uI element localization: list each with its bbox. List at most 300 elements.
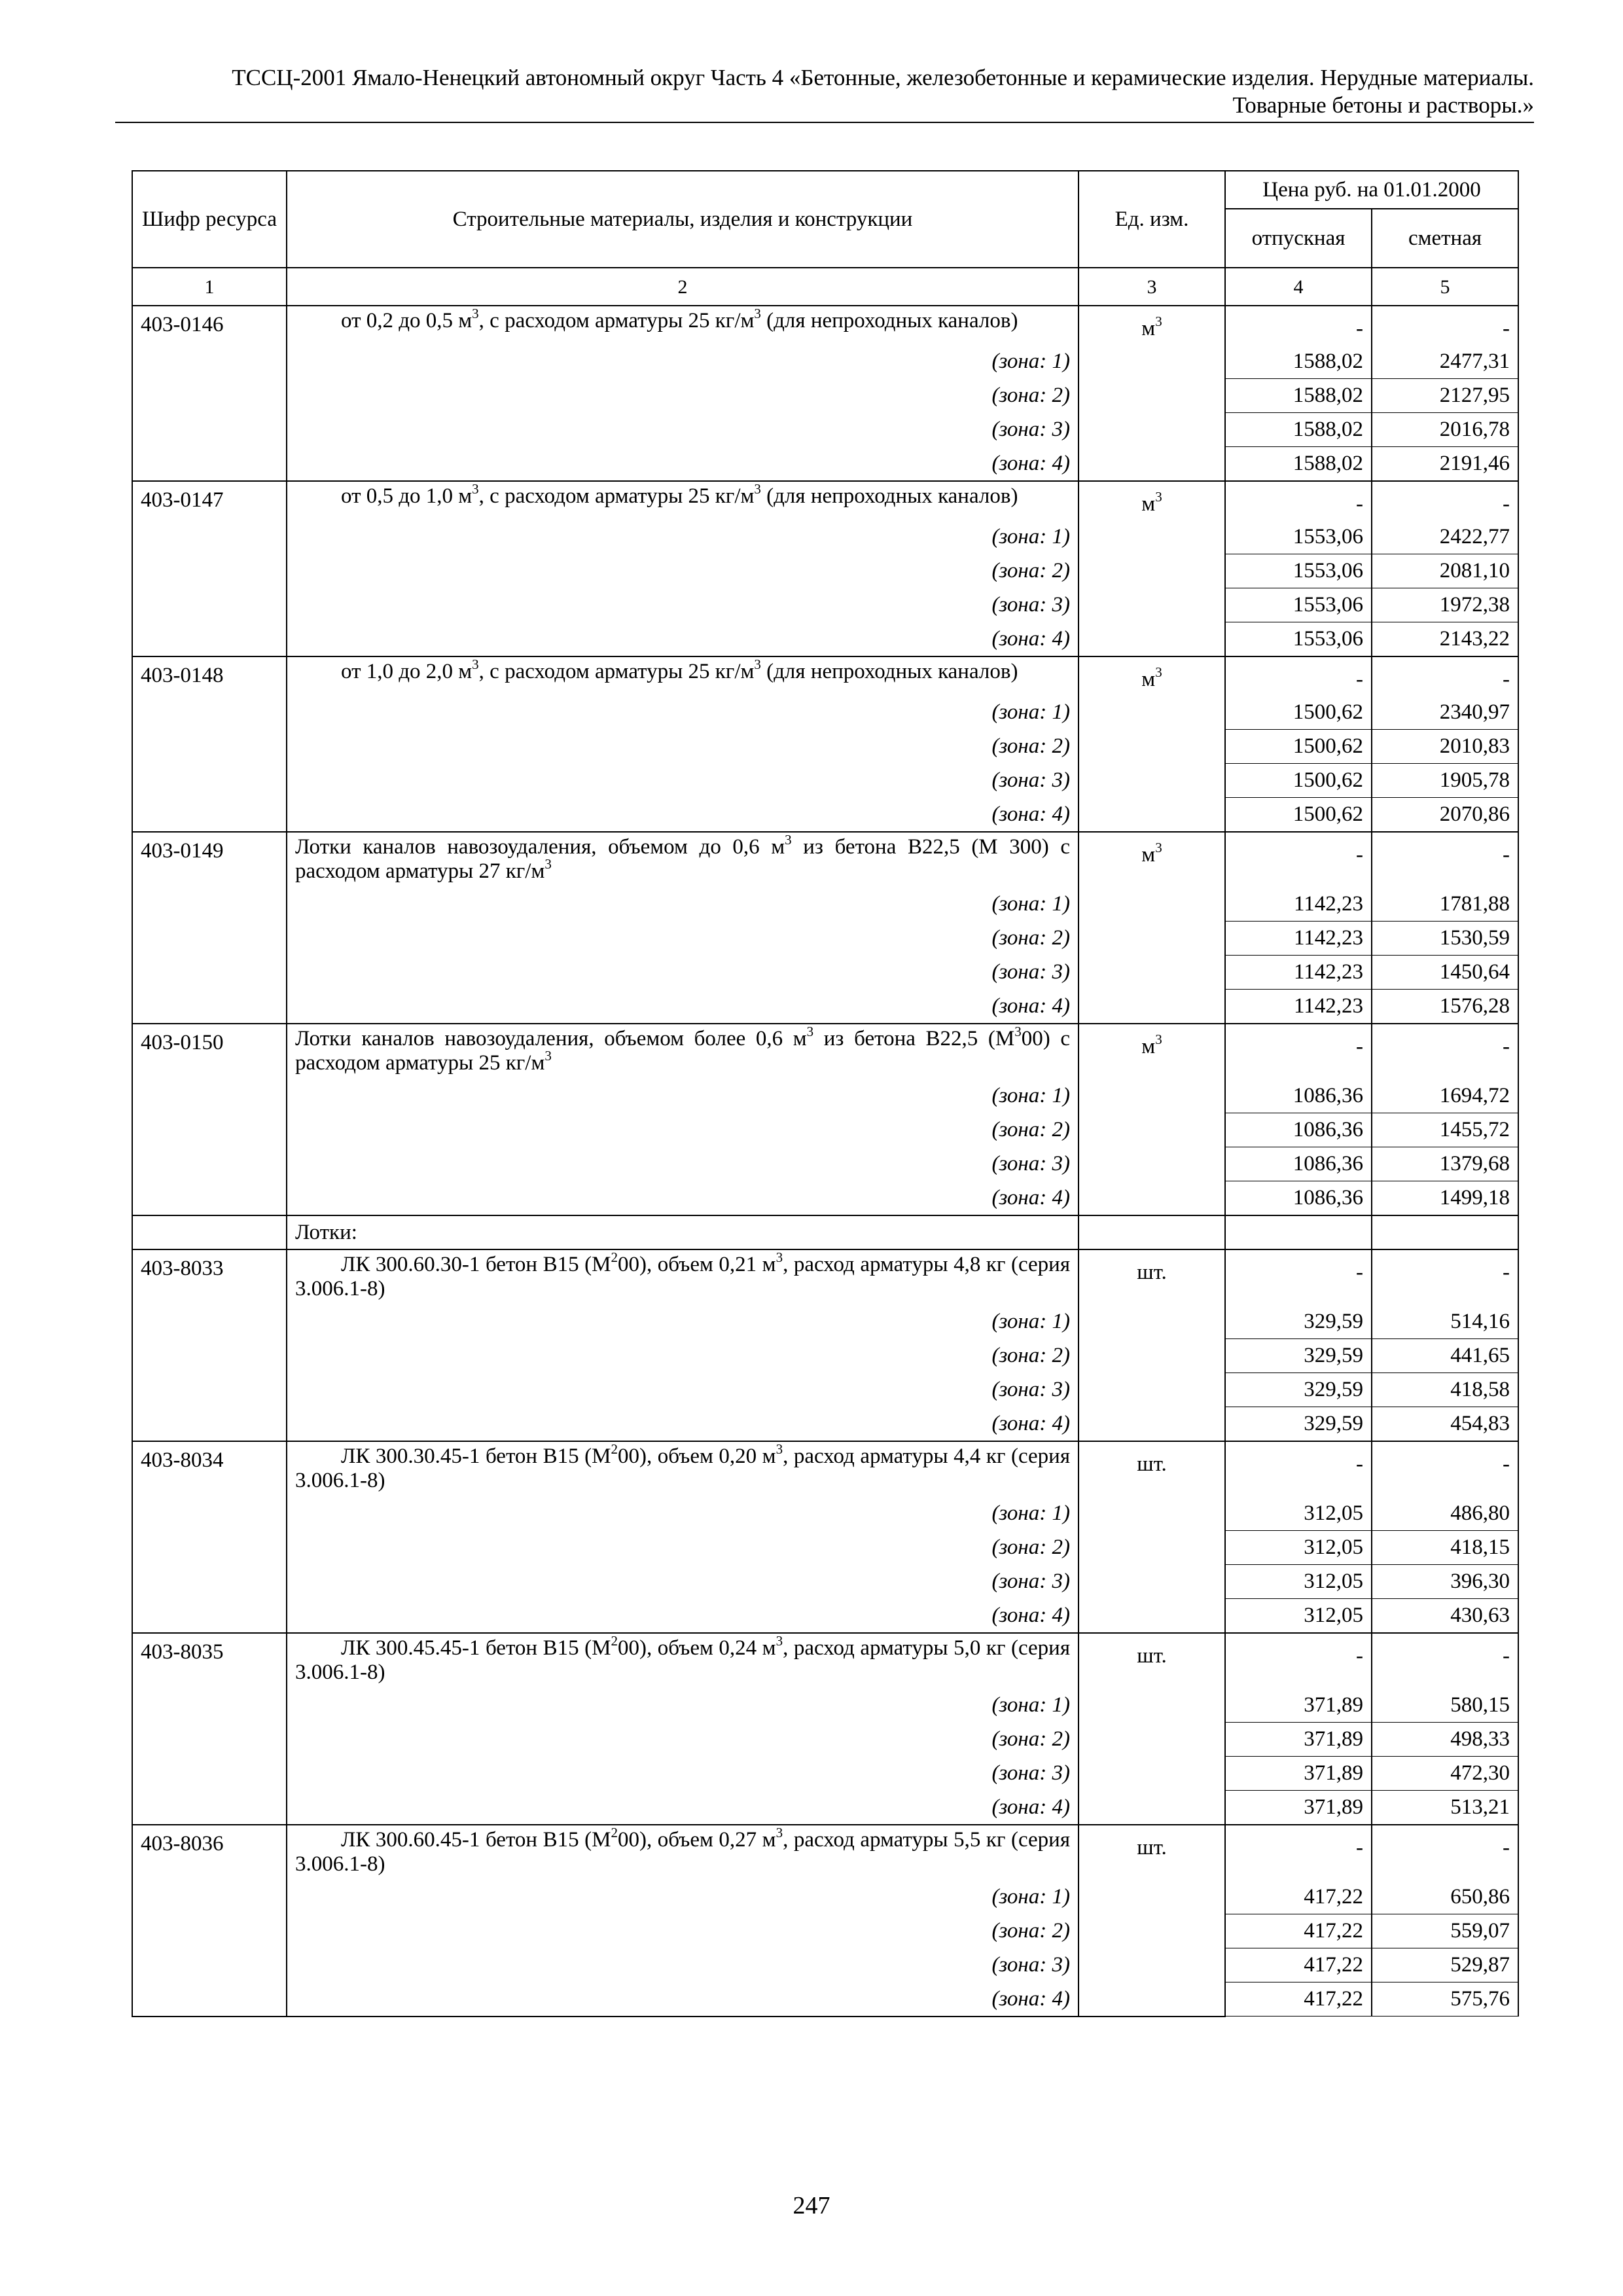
zone-unit-cell xyxy=(1079,345,1225,379)
name-text: (для непроходных каналов) xyxy=(760,309,1018,332)
zone-label: (зона: 3) xyxy=(287,1565,1079,1599)
zone-row xyxy=(132,956,1518,990)
superscript: 3 xyxy=(472,656,479,672)
zone-estimate-price: 441,65 xyxy=(1372,1339,1518,1373)
superscript: 3 xyxy=(544,856,552,872)
zone-row xyxy=(132,622,1518,657)
zone-unit-cell xyxy=(1079,1181,1225,1216)
zone-code-cell xyxy=(132,1305,287,1339)
zone-release-price: 1086,36 xyxy=(1225,1113,1372,1147)
zone-unit-cell xyxy=(1079,1339,1225,1373)
superscript: 2 xyxy=(611,1441,618,1457)
zone-label: (зона: 4) xyxy=(287,1181,1079,1216)
zone-label: (зона: 4) xyxy=(287,1982,1079,2017)
resource-code: 403-8034 xyxy=(132,1441,287,1497)
zone-release-price: 417,22 xyxy=(1225,1914,1372,1948)
zone-code-cell xyxy=(132,1791,287,1825)
release-price: - xyxy=(1225,1633,1372,1689)
zone-estimate-price: 2016,78 xyxy=(1372,413,1518,447)
zone-release-price: 312,05 xyxy=(1225,1599,1372,1634)
column-number: 1 xyxy=(132,268,287,306)
zone-label: (зона: 1) xyxy=(287,696,1079,730)
superscript: 3 xyxy=(1014,1024,1022,1039)
zone-release-price: 1500,62 xyxy=(1225,798,1372,833)
zone-code-cell xyxy=(132,1339,287,1373)
section-code-cell xyxy=(132,1215,287,1249)
zone-unit-cell xyxy=(1079,1407,1225,1442)
name-text: (для непроходных каналов) xyxy=(760,484,1018,508)
resource-row xyxy=(132,656,1518,696)
zone-code-cell xyxy=(132,1531,287,1565)
resource-unit xyxy=(1079,656,1225,696)
superscript: 3 xyxy=(754,656,761,672)
zone-row xyxy=(132,1181,1518,1216)
estimate-price: - xyxy=(1372,832,1518,888)
zone-estimate-price: 575,76 xyxy=(1372,1982,1518,2017)
resource-code: 403-0149 xyxy=(132,832,287,888)
zone-unit-cell xyxy=(1079,956,1225,990)
zone-code-cell xyxy=(132,1689,287,1723)
section-estimate-cell xyxy=(1372,1215,1518,1249)
zone-estimate-price: 486,80 xyxy=(1372,1497,1518,1531)
zone-unit-cell xyxy=(1079,622,1225,657)
column-number: 2 xyxy=(287,268,1079,306)
zone-label: (зона: 3) xyxy=(287,413,1079,447)
zone-release-price: 1500,62 xyxy=(1225,764,1372,798)
zone-estimate-price: 396,30 xyxy=(1372,1565,1518,1599)
zone-label: (зона: 2) xyxy=(287,1113,1079,1147)
zone-unit-cell xyxy=(1079,1565,1225,1599)
zone-release-price: 1588,02 xyxy=(1225,447,1372,482)
estimate-price: - xyxy=(1372,1024,1518,1079)
zone-label: (зона: 4) xyxy=(287,1791,1079,1825)
zone-unit-cell xyxy=(1079,588,1225,622)
zone-estimate-price: 514,16 xyxy=(1372,1305,1518,1339)
superscript: 3 xyxy=(785,832,792,848)
zone-unit-cell xyxy=(1079,1599,1225,1634)
zone-release-price: 1553,06 xyxy=(1225,588,1372,622)
table-header xyxy=(132,171,1518,306)
unit-superscript: 3 xyxy=(1155,489,1162,505)
unit-text: шт. xyxy=(1137,1644,1167,1668)
zone-code-cell xyxy=(132,730,287,764)
column-header-estimate-price: сметная xyxy=(1372,209,1518,268)
zone-estimate-price: 1530,59 xyxy=(1372,922,1518,956)
zone-row xyxy=(132,1565,1518,1599)
zone-code-cell xyxy=(132,588,287,622)
zone-code-cell xyxy=(132,990,287,1024)
zone-code-cell xyxy=(132,1914,287,1948)
zone-code-cell xyxy=(132,379,287,413)
zone-estimate-price: 513,21 xyxy=(1372,1791,1518,1825)
zone-unit-cell xyxy=(1079,798,1225,833)
zone-unit-cell xyxy=(1079,1147,1225,1181)
superscript: 3 xyxy=(544,1048,552,1064)
name-text: , расход арматуры 5,0 кг (серия 3.006.1-8) xyxy=(295,1636,1071,1684)
zone-label: (зона: 4) xyxy=(287,447,1079,482)
name-text: 00), объем 0,24 м xyxy=(618,1636,776,1660)
resource-name xyxy=(287,306,1079,345)
resource-name xyxy=(287,1249,1079,1305)
zone-row xyxy=(132,345,1518,379)
superscript: 3 xyxy=(472,306,479,321)
zone-release-price: 329,59 xyxy=(1225,1373,1372,1407)
name-text: 00) с расходом арматуры 25 кг/м xyxy=(295,1027,1070,1075)
zone-code-cell xyxy=(132,1373,287,1407)
zone-code-cell xyxy=(132,764,287,798)
zone-release-price: 312,05 xyxy=(1225,1565,1372,1599)
resource-unit xyxy=(1079,1249,1225,1305)
zone-release-price: 371,89 xyxy=(1225,1791,1372,1825)
zone-estimate-price: 2127,95 xyxy=(1372,379,1518,413)
zone-row xyxy=(132,1373,1518,1407)
zone-release-price: 371,89 xyxy=(1225,1757,1372,1791)
name-text: ЛК 300.45.45-1 бетон В15 (М xyxy=(341,1636,611,1660)
name-text: 00), объем 0,20 м xyxy=(618,1444,776,1468)
resource-name xyxy=(287,656,1079,696)
name-text: от 0,5 до 1,0 м xyxy=(341,484,473,508)
zone-estimate-price: 1450,64 xyxy=(1372,956,1518,990)
unit-superscript: 3 xyxy=(1155,314,1162,329)
zone-release-price: 312,05 xyxy=(1225,1531,1372,1565)
zone-estimate-price: 650,86 xyxy=(1372,1880,1518,1914)
zone-row xyxy=(132,379,1518,413)
name-text: от 1,0 до 2,0 м xyxy=(341,660,473,683)
zone-release-price: 1142,23 xyxy=(1225,956,1372,990)
zone-estimate-price: 418,15 xyxy=(1372,1531,1518,1565)
zone-release-price: 1553,06 xyxy=(1225,554,1372,588)
resource-unit xyxy=(1079,1024,1225,1079)
resource-code: 403-8036 xyxy=(132,1825,287,1880)
release-price: - xyxy=(1225,306,1372,345)
zone-code-cell xyxy=(132,1723,287,1757)
zone-label: (зона: 4) xyxy=(287,798,1079,833)
resource-name xyxy=(287,1633,1079,1689)
zone-unit-cell xyxy=(1079,379,1225,413)
zone-unit-cell xyxy=(1079,1531,1225,1565)
zone-label: (зона: 3) xyxy=(287,956,1079,990)
release-price: - xyxy=(1225,656,1372,696)
resource-code: 403-0147 xyxy=(132,481,287,520)
column-header-price: Цена руб. на 01.01.2000 xyxy=(1225,171,1518,209)
zone-row xyxy=(132,1791,1518,1825)
zone-release-price: 312,05 xyxy=(1225,1497,1372,1531)
zone-release-price: 1588,02 xyxy=(1225,379,1372,413)
estimate-price: - xyxy=(1372,1441,1518,1497)
zone-label: (зона: 1) xyxy=(287,520,1079,554)
resource-unit xyxy=(1079,481,1225,520)
zone-release-price: 329,59 xyxy=(1225,1407,1372,1442)
zone-unit-cell xyxy=(1079,447,1225,482)
unit-text: м xyxy=(1141,668,1156,691)
column-number: 4 xyxy=(1225,268,1372,306)
zone-estimate-price: 498,33 xyxy=(1372,1723,1518,1757)
zone-code-cell xyxy=(132,956,287,990)
zone-label: (зона: 2) xyxy=(287,1723,1079,1757)
superscript: 3 xyxy=(806,1024,814,1039)
zone-unit-cell xyxy=(1079,1914,1225,1948)
zone-estimate-price: 2081,10 xyxy=(1372,554,1518,588)
zone-code-cell xyxy=(132,1407,287,1442)
zone-row xyxy=(132,447,1518,482)
zone-label: (зона: 2) xyxy=(287,730,1079,764)
zone-estimate-price: 1379,68 xyxy=(1372,1147,1518,1181)
resource-unit xyxy=(1079,1633,1225,1689)
zone-unit-cell xyxy=(1079,764,1225,798)
name-text: 00), объем 0,27 м xyxy=(618,1828,776,1852)
resource-name xyxy=(287,1441,1079,1497)
zone-release-price: 329,59 xyxy=(1225,1305,1372,1339)
name-text: , с расходом арматуры 25 кг/м xyxy=(478,309,755,332)
estimate-price: - xyxy=(1372,481,1518,520)
zone-unit-cell xyxy=(1079,1497,1225,1531)
zone-label: (зона: 2) xyxy=(287,1339,1079,1373)
zone-release-price: 1086,36 xyxy=(1225,1079,1372,1113)
zone-row xyxy=(132,413,1518,447)
superscript: 3 xyxy=(754,306,761,321)
zone-unit-cell xyxy=(1079,1757,1225,1791)
zone-unit-cell xyxy=(1079,696,1225,730)
zone-unit-cell xyxy=(1079,1079,1225,1113)
zone-release-price: 1588,02 xyxy=(1225,413,1372,447)
resource-code: 403-8035 xyxy=(132,1633,287,1689)
superscript: 3 xyxy=(754,481,761,497)
superscript: 3 xyxy=(472,481,479,497)
page-number: 247 xyxy=(793,2192,830,2219)
unit-text: м xyxy=(1141,843,1156,867)
zone-label: (зона: 2) xyxy=(287,922,1079,956)
unit-text: м xyxy=(1141,1035,1156,1058)
zone-unit-cell xyxy=(1079,413,1225,447)
zone-row xyxy=(132,1339,1518,1373)
superscript: 2 xyxy=(611,1633,618,1649)
name-text: , расход арматуры 4,8 кг (серия 3.006.1-8) xyxy=(295,1253,1071,1300)
resource-code: 403-0150 xyxy=(132,1024,287,1079)
zone-unit-cell xyxy=(1079,990,1225,1024)
name-text: , с расходом арматуры 25 кг/м xyxy=(478,484,755,508)
zone-release-price: 1142,23 xyxy=(1225,922,1372,956)
zone-release-price: 417,22 xyxy=(1225,1948,1372,1982)
zone-row xyxy=(132,1982,1518,2017)
zone-label: (зона: 1) xyxy=(287,1880,1079,1914)
zone-estimate-price: 1455,72 xyxy=(1372,1113,1518,1147)
zone-estimate-price: 559,07 xyxy=(1372,1914,1518,1948)
unit-text: шт. xyxy=(1137,1261,1167,1284)
estimate-price: - xyxy=(1372,656,1518,696)
zone-row xyxy=(132,554,1518,588)
resource-row xyxy=(132,306,1518,345)
zone-unit-cell xyxy=(1079,730,1225,764)
name-text: из бетона В22,5 (М 300) с расходом арматуры 27 кг/м xyxy=(295,835,1070,883)
zone-row xyxy=(132,1948,1518,1982)
zone-code-cell xyxy=(132,1079,287,1113)
zone-release-price: 1588,02 xyxy=(1225,345,1372,379)
zone-label: (зона: 4) xyxy=(287,1599,1079,1634)
zone-release-price: 417,22 xyxy=(1225,1880,1372,1914)
resource-row xyxy=(132,1024,1518,1079)
zone-row xyxy=(132,1147,1518,1181)
zone-label: (зона: 2) xyxy=(287,554,1079,588)
zone-estimate-price: 2143,22 xyxy=(1372,622,1518,657)
zone-release-price: 329,59 xyxy=(1225,1339,1372,1373)
zone-code-cell xyxy=(132,1982,287,2017)
section-row xyxy=(132,1215,1518,1249)
release-price: - xyxy=(1225,1249,1372,1305)
section-title: Лотки: xyxy=(287,1215,1079,1249)
zone-unit-cell xyxy=(1079,554,1225,588)
section-release-cell xyxy=(1225,1215,1372,1249)
zone-label: (зона: 1) xyxy=(287,1497,1079,1531)
header-title-line-2: Товарные бетоны и растворы.» xyxy=(1232,92,1534,118)
zone-estimate-price: 472,30 xyxy=(1372,1757,1518,1791)
zone-estimate-price: 2477,31 xyxy=(1372,345,1518,379)
zone-row xyxy=(132,888,1518,922)
zone-row xyxy=(132,764,1518,798)
zone-row xyxy=(132,1531,1518,1565)
zone-row xyxy=(132,520,1518,554)
zone-code-cell xyxy=(132,345,287,379)
zone-unit-cell xyxy=(1079,1113,1225,1147)
table-body xyxy=(132,306,1518,2017)
release-price: - xyxy=(1225,1825,1372,1880)
zone-row xyxy=(132,1723,1518,1757)
zone-unit-cell xyxy=(1079,1948,1225,1982)
superscript: 2 xyxy=(611,1249,618,1265)
zone-unit-cell xyxy=(1079,520,1225,554)
name-text: ЛК 300.60.45-1 бетон В15 (М xyxy=(341,1828,611,1852)
zone-label: (зона: 3) xyxy=(287,588,1079,622)
zone-row xyxy=(132,1880,1518,1914)
zone-code-cell xyxy=(132,1147,287,1181)
zone-row xyxy=(132,798,1518,833)
resource-unit xyxy=(1079,832,1225,888)
name-text: ЛК 300.30.45-1 бетон В15 (М xyxy=(341,1444,611,1468)
column-header-name: Строительные материалы, изделия и конструкции xyxy=(287,171,1079,268)
zone-estimate-price: 2422,77 xyxy=(1372,520,1518,554)
zone-label: (зона: 3) xyxy=(287,1147,1079,1181)
resource-name xyxy=(287,481,1079,520)
zone-estimate-price: 1499,18 xyxy=(1372,1181,1518,1216)
zone-estimate-price: 418,58 xyxy=(1372,1373,1518,1407)
zone-row xyxy=(132,730,1518,764)
zone-release-price: 1086,36 xyxy=(1225,1181,1372,1216)
column-number: 5 xyxy=(1372,268,1518,306)
name-text: из бетона В22,5 (М xyxy=(813,1027,1015,1050)
resource-name xyxy=(287,1024,1079,1079)
zone-unit-cell xyxy=(1079,1791,1225,1825)
zone-release-price: 1553,06 xyxy=(1225,622,1372,657)
name-text: 00), объем 0,21 м xyxy=(618,1253,776,1276)
zone-code-cell xyxy=(132,888,287,922)
zone-estimate-price: 454,83 xyxy=(1372,1407,1518,1442)
zone-estimate-price: 430,63 xyxy=(1372,1599,1518,1634)
zone-release-price: 1142,23 xyxy=(1225,990,1372,1024)
zone-code-cell xyxy=(132,922,287,956)
column-header-unit: Ед. изм. xyxy=(1079,171,1225,268)
zone-label: (зона: 1) xyxy=(287,345,1079,379)
resource-row xyxy=(132,481,1518,520)
zone-estimate-price: 2340,97 xyxy=(1372,696,1518,730)
zone-row xyxy=(132,1757,1518,1791)
zone-code-cell xyxy=(132,798,287,833)
superscript: 3 xyxy=(776,1249,783,1265)
column-header-release-price: отпускная xyxy=(1225,209,1372,268)
release-price: - xyxy=(1225,481,1372,520)
zone-estimate-price: 2010,83 xyxy=(1372,730,1518,764)
zone-estimate-price: 2191,46 xyxy=(1372,447,1518,482)
zone-row xyxy=(132,1599,1518,1634)
resource-unit xyxy=(1079,306,1225,345)
zone-row xyxy=(132,1305,1518,1339)
zone-release-price: 371,89 xyxy=(1225,1723,1372,1757)
zone-estimate-price: 1576,28 xyxy=(1372,990,1518,1024)
zone-unit-cell xyxy=(1079,1305,1225,1339)
zone-release-price: 1086,36 xyxy=(1225,1147,1372,1181)
superscript: 3 xyxy=(776,1633,783,1649)
zone-release-price: 1500,62 xyxy=(1225,730,1372,764)
superscript: 2 xyxy=(611,1825,618,1840)
zone-release-price: 1142,23 xyxy=(1225,888,1372,922)
name-text: , с расходом арматуры 25 кг/м xyxy=(478,660,755,683)
zone-code-cell xyxy=(132,520,287,554)
zone-code-cell xyxy=(132,1599,287,1634)
zone-row xyxy=(132,1407,1518,1442)
zone-unit-cell xyxy=(1079,1880,1225,1914)
unit-superscript: 3 xyxy=(1155,1031,1162,1047)
name-text: Лотки каналов навозоудаления, объемом более 0,6 м xyxy=(295,1027,807,1050)
zone-unit-cell xyxy=(1079,922,1225,956)
name-text: , расход арматуры 5,5 кг (серия 3.006.1-8) xyxy=(295,1828,1071,1876)
column-header-code: Шифр ресурса xyxy=(132,171,287,268)
zone-label: (зона: 4) xyxy=(287,622,1079,657)
zone-row xyxy=(132,588,1518,622)
superscript: 3 xyxy=(776,1825,783,1840)
zone-label: (зона: 1) xyxy=(287,1689,1079,1723)
resource-name xyxy=(287,1825,1079,1880)
zone-row xyxy=(132,1113,1518,1147)
zone-label: (зона: 2) xyxy=(287,379,1079,413)
zone-code-cell xyxy=(132,1181,287,1216)
zone-code-cell xyxy=(132,1948,287,1982)
zone-row xyxy=(132,1689,1518,1723)
zone-release-price: 417,22 xyxy=(1225,1982,1372,2017)
resource-row xyxy=(132,1633,1518,1689)
zone-unit-cell xyxy=(1079,1723,1225,1757)
estimate-price: - xyxy=(1372,306,1518,345)
zone-row xyxy=(132,1079,1518,1113)
zone-row xyxy=(132,696,1518,730)
zone-code-cell xyxy=(132,447,287,482)
zone-code-cell xyxy=(132,622,287,657)
zone-label: (зона: 2) xyxy=(287,1531,1079,1565)
name-text: (для непроходных каналов) xyxy=(760,660,1018,683)
zone-code-cell xyxy=(132,413,287,447)
resource-code: 403-0148 xyxy=(132,656,287,696)
section-unit-cell xyxy=(1079,1215,1225,1249)
resource-price-table xyxy=(132,170,1519,2017)
name-text: Лотки каналов навозоудаления, объемом до 0,6 м xyxy=(295,835,785,859)
zone-estimate-price: 580,15 xyxy=(1372,1689,1518,1723)
page-header xyxy=(115,64,1534,123)
estimate-price: - xyxy=(1372,1825,1518,1880)
name-text: , расход арматуры 4,4 кг (серия 3.006.1-8) xyxy=(295,1444,1071,1492)
zone-estimate-price: 529,87 xyxy=(1372,1948,1518,1982)
unit-superscript: 3 xyxy=(1155,840,1162,855)
zone-label: (зона: 2) xyxy=(287,1914,1079,1948)
zone-code-cell xyxy=(132,1757,287,1791)
zone-label: (зона: 1) xyxy=(287,1305,1079,1339)
unit-text: шт. xyxy=(1137,1452,1167,1476)
